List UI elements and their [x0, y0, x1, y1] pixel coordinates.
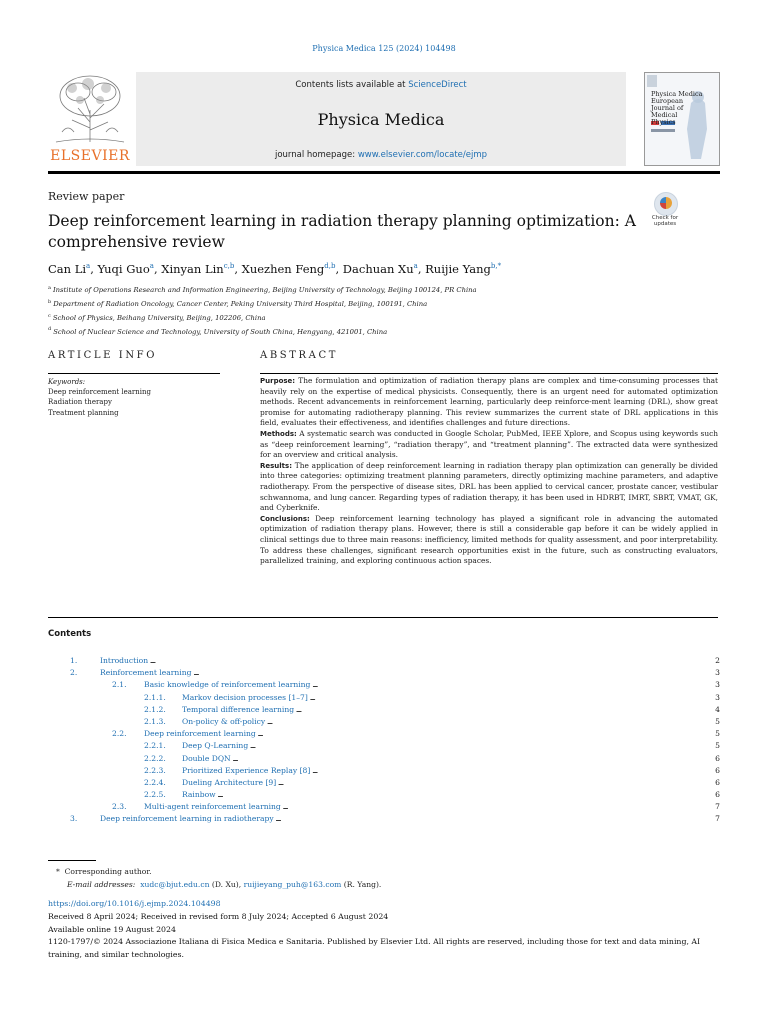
- toc-number: 2.2.5.: [144, 790, 166, 800]
- toc-number: 2.1.: [112, 680, 127, 690]
- toc-entry[interactable]: [48, 655, 720, 667]
- journal-cover-thumbnail[interactable]: [644, 72, 720, 166]
- toc-label[interactable]: Dueling Architecture [9]: [182, 777, 277, 787]
- journal-citation[interactable]: Physica Medica 125 (2024) 104498: [312, 44, 456, 53]
- author-name: Xuezhen Feng: [241, 262, 325, 276]
- abstract-methods: Methods: A systematic search was conducted in Google Scholar, PubMed, IEEE Xplore, and Scopus using keywords such as “deep reinforcement learning”, “radiation therapy”, and “treatment planning”. The extracted data were synthesized for an overview and critical analysis.: [260, 428, 718, 460]
- corresponding-footnote: [48, 866, 728, 891]
- check-for-updates-badge[interactable]: [648, 192, 684, 228]
- toc-leader-dots: [150, 655, 692, 667]
- journal-banner: [136, 72, 626, 166]
- toc-entry[interactable]: [48, 789, 720, 801]
- email-addresses: E-mail addresses: xudc@bjut.edu.cn (D. Xu), ruijieyang_puh@163.com (R. Yang).: [67, 879, 382, 889]
- toc-number: 2.2.3.: [144, 765, 166, 775]
- toc-entry[interactable]: [48, 753, 720, 765]
- corresponding-author-note: * Corresponding author.: [56, 867, 152, 876]
- author-separator: ,: [90, 262, 98, 276]
- toc-leader-dots: [218, 789, 692, 801]
- toc-label[interactable]: Markov decision processes [1–7]: [182, 692, 308, 702]
- article-type: Review paper: [48, 190, 125, 203]
- toc-label[interactable]: Deep reinforcement learning: [144, 729, 256, 739]
- abstract-conclusions: Conclusions: Deep reinforcement learning technology has played a significant role in advancing the automated optimization of radiation therapy plans. However, there is still a considerable gap before it can be widely applied in clinical settings due to three main reasons: inefficiency, limited methods for quality assessment, and poor interpretability. To address these challenges, significant research opportunities exist in the future, such as constructing evaluators, parallelized training, and exploring continuous action spaces.: [260, 513, 718, 566]
- keyword: Deep reinforcement learning: [48, 388, 152, 397]
- toc-page-number: 2: [715, 656, 720, 665]
- toc-entry[interactable]: [48, 740, 720, 752]
- toc-leader-dots: [276, 813, 692, 825]
- cover-title-text: Physica Medica European Journal of Medical Physics: [651, 90, 703, 126]
- author-separator: ,: [417, 262, 426, 276]
- toc-number: 3.: [70, 814, 78, 824]
- toc-entry[interactable]: [48, 679, 720, 691]
- toc-label[interactable]: Prioritized Experience Replay [8]: [182, 765, 311, 775]
- toc-number: 2.2.1.: [144, 741, 166, 751]
- crossmark-icon: [654, 192, 678, 216]
- abstract-heading: ABSTRACT: [260, 350, 338, 361]
- toc-entry[interactable]: [48, 813, 720, 825]
- toc-label[interactable]: Basic knowledge of reinforcement learning: [144, 680, 311, 690]
- toc-entry[interactable]: [48, 667, 720, 679]
- toc-number: 2.: [70, 668, 78, 678]
- abstract-purpose: Purpose: The formulation and optimization of radiation therapy plans are complex and time-consuming processes that heavily rely on the expertise of medical physicists. Consequently, there is an urgent need for automated optimization methods. Recent advancements in reinforcement learning, particularly deep reinforce-ment learning (DRL), show great promise for automating radiotherapy planning. This review summarizes the current state of DRL applications in this field, evaluates their effectiveness, and identifies challenges and future directions.: [260, 376, 718, 428]
- elsevier-logo: [48, 70, 132, 166]
- author-affiliation-marker[interactable]: a: [86, 262, 91, 271]
- toc-label[interactable]: On-policy & off-policy: [182, 716, 266, 726]
- toc-page-number: 3: [715, 680, 720, 690]
- elsevier-tree-icon: [48, 70, 132, 148]
- elsevier-wordmark: ELSEVIER: [50, 148, 130, 164]
- toc-page-number: 6: [715, 777, 720, 787]
- toc-leader-dots: [312, 765, 692, 777]
- abstract-body: [260, 376, 718, 567]
- toc-leader-dots: [267, 716, 692, 728]
- author-affiliation-marker[interactable]: a: [413, 262, 418, 271]
- author-separator: ,: [335, 262, 343, 276]
- toc-entry[interactable]: [48, 777, 720, 789]
- author-separator: ,: [153, 262, 162, 276]
- author-name: Yuqi Guo: [97, 262, 150, 276]
- journal-homepage-line: journal homepage: www.elsevier.com/locate/ejmp: [274, 150, 488, 160]
- toc-page-number: 5: [715, 729, 720, 739]
- journal-header: [48, 70, 720, 170]
- author-affiliation-marker[interactable]: c,b: [223, 262, 235, 271]
- toc-label[interactable]: Temporal difference learning: [182, 704, 295, 714]
- article-info-divider: [48, 373, 220, 374]
- abstract-bottom-divider: [48, 617, 718, 618]
- publication-info: [48, 898, 728, 962]
- toc-label[interactable]: Deep reinforcement learning in radiotherapy: [100, 814, 274, 824]
- copyright-notice: 1120-1797/© 2024 Associazione Italiana di Fisica Medica e Sanitaria. Published by Elsevier Ltd. All rights are reserved, including those for text and data mining, AI training, and similar technologies.: [48, 937, 701, 960]
- toc-page-number: 7: [715, 814, 720, 824]
- abstract-divider: [260, 373, 718, 374]
- toc-entry[interactable]: [48, 692, 720, 704]
- toc-page-number: 6: [715, 765, 720, 775]
- email-link-yang[interactable]: ruijieyang_puh@163.com: [243, 879, 342, 889]
- author-list: [48, 262, 501, 276]
- toc-label[interactable]: Introduction: [100, 656, 149, 665]
- journal-homepage-link[interactable]: www.elsevier.com/locate/ejmp: [357, 150, 488, 160]
- journal-name: Physica Medica: [317, 110, 445, 129]
- toc-number: 2.2.: [112, 729, 127, 739]
- affiliation: $^b$ Department of Radiation Oncology, Cancer Center, Peking University Third Hospital, Beijing, 100191, China: [48, 298, 428, 309]
- doi-link[interactable]: https://doi.org/10.1016/j.ejmp.2024.104498: [48, 899, 221, 908]
- abstract-results: Results: The application of deep reinforcement learning in radiation therapy plan optimization can generally be divided into three categories: optimizing treatment planning parameters, directly optimizing machine parameters, and adaptive radiotherapy. From the perspective of disease sites, DRL has been applied to cervical cancer, prostate cancer, vestibular schwannoma, and lung cancer. Regarding types of radiation therapy, it has been used in HDRBT, IMRT, SBRT, VMAT, GK, and Cyberknife.: [260, 460, 718, 513]
- article-title: Deep reinforcement learning in radiation therapy planning optimization: A comprehensive review: [48, 212, 636, 251]
- affiliation: $^c$ School of Physics, Beihang University, Beijing, 102206, China: [48, 312, 266, 322]
- toc-leader-dots: [283, 801, 692, 813]
- keyword: Treatment planning: [48, 408, 119, 417]
- affiliation-list: [48, 283, 668, 338]
- toc-number: 2.2.4.: [144, 777, 166, 787]
- toc-number: 2.1.1.: [144, 692, 166, 702]
- toc-page-number: 3: [715, 692, 720, 702]
- toc-leader-dots: [233, 753, 692, 765]
- contents-heading: Contents: [48, 629, 92, 639]
- toc-leader-dots: [250, 740, 692, 752]
- author-name: Ruijie Yang: [425, 262, 491, 276]
- author-separator: ,: [234, 262, 242, 276]
- toc-leader-dots: [258, 728, 692, 740]
- keywords-block: [48, 377, 218, 418]
- toc-page-number: 4: [715, 704, 720, 714]
- author-name: Can Li: [48, 262, 87, 276]
- toc-label[interactable]: Rainbow: [182, 790, 216, 800]
- sciencedirect-link[interactable]: ScienceDirect: [408, 80, 467, 90]
- toc-entry[interactable]: [48, 704, 720, 716]
- author-affiliation-marker[interactable]: d,b: [324, 262, 336, 271]
- toc-leader-dots: [296, 704, 692, 716]
- toc-label[interactable]: Double DQN: [182, 753, 231, 763]
- toc-page-number: 6: [715, 790, 720, 800]
- toc-leader-dots: [194, 667, 693, 679]
- author-affiliation-marker[interactable]: b,*: [490, 262, 502, 271]
- toc-page-number: 7: [715, 802, 720, 812]
- toc-leader-dots: [310, 692, 692, 704]
- toc-leader-dots: [278, 777, 692, 789]
- contents-available-line: Contents lists available at ScienceDirect: [295, 80, 467, 90]
- toc-page-number: 5: [715, 741, 720, 751]
- author-name: Dachuan Xu: [342, 262, 414, 276]
- available-online-date: Available online 19 August 2024: [48, 924, 176, 934]
- author-affiliation-marker[interactable]: a: [149, 262, 154, 271]
- affiliation: $^a$ Institute of Operations Research and Information Engineering, Beijing University of Technology, Beijing 100124, PR China: [48, 285, 477, 295]
- toc-number: 1.: [70, 656, 78, 665]
- check-for-updates-label: Check for updates: [651, 215, 679, 227]
- toc-number: 2.1.3.: [144, 716, 166, 726]
- author-name: Xinyan Lin: [161, 262, 224, 276]
- footnote-divider: [48, 860, 96, 861]
- toc-leader-dots: [312, 679, 692, 691]
- keywords-label: Keywords:: [48, 378, 86, 386]
- toc-entry[interactable]: [48, 728, 720, 740]
- article-info-heading: ARTICLE INFO: [48, 350, 158, 361]
- toc-number: 2.1.2.: [144, 704, 166, 714]
- toc-page-number: 5: [715, 716, 720, 726]
- toc-label[interactable]: Multi-agent reinforcement learning: [144, 802, 281, 812]
- toc-entry[interactable]: [48, 716, 720, 728]
- header-divider: [48, 171, 720, 174]
- table-of-contents: [48, 655, 720, 826]
- toc-page-number: 3: [715, 668, 720, 678]
- received-dates: Received 8 April 2024; Received in revised form 8 July 2024; Accepted 6 August 2024: [48, 911, 389, 921]
- toc-entry[interactable]: [48, 765, 720, 777]
- toc-number: 2.2.2.: [144, 753, 166, 763]
- toc-page-number: 6: [715, 753, 720, 763]
- keyword: Radiation therapy: [48, 398, 112, 407]
- toc-number: 2.3.: [112, 802, 127, 812]
- affiliation: $^d$ School of Nuclear Science and Technology, University of South China, Hengyang, 421001, China: [48, 326, 388, 336]
- email-link-xu[interactable]: xudc@bjut.edu.cn: [140, 879, 210, 889]
- toc-entry[interactable]: [48, 801, 720, 813]
- toc-label[interactable]: Reinforcement learning: [100, 668, 192, 678]
- toc-label[interactable]: Deep Q-Learning: [182, 741, 249, 751]
